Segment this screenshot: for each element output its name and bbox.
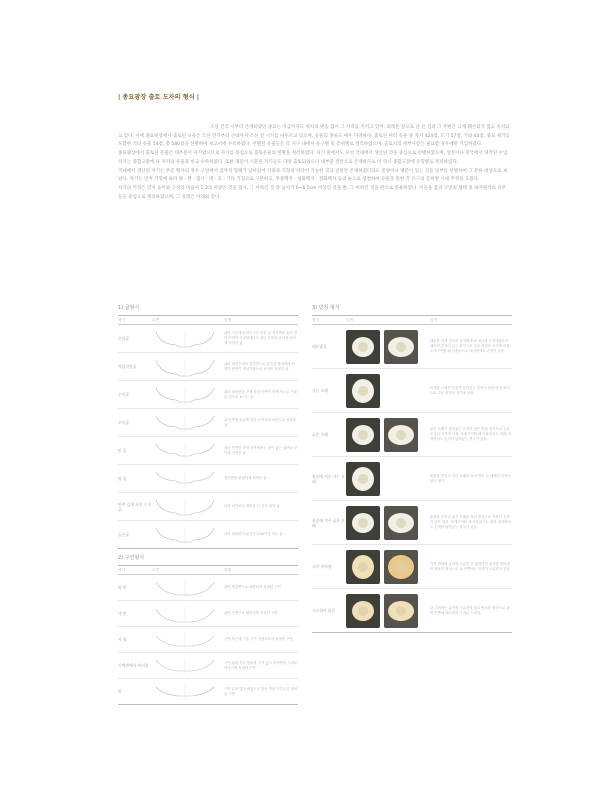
row-drawing-cell: [346, 413, 430, 456]
paragraph: 조선 건국 시부터 존재하였던 종묘는 지금까지도 위치의 변동 없이 그 자리를 지키고 있어, 외래문 앞으로 난 큰 길과 그 주변은 크게 훼손되지 않고 유지되고 있다. 이에 종묘광장에서 출토된 유물은 조선 전기부터 근대까지 조선 전 시기를 아우르고 있으며, 유물의 종류도 매우 다양하다. 출토된 여러 유물 중 자기 424점, 도기 57점, 기와 43점, 종묘 제기를 포함한 기타 유물 54점, 총 580점을 선별하여 보고서에 수록하였다. 선별된 유물들은 각 지구 내에서 유구별 및 층위별로 정리하였으며, 출토지의 세부사항은 필요할 경우에만 기입하였다.: [118, 125, 510, 148]
sherd-image: [346, 506, 380, 540]
row-type-name: 시유하지 않음: [312, 608, 336, 613]
rim-profile-drawing: [152, 630, 218, 650]
row-description: 접지면을 편평하게 성형한 굽: [224, 476, 267, 480]
support-type-section: [312, 304, 512, 633]
sherd-photo: [384, 506, 418, 540]
row-type-name: 안 굽: [118, 448, 127, 453]
rim-profile-drawing: [152, 578, 218, 598]
row-description: 흙물을 묻히고 굵은 모래를 혹처 받침으로 사용한 흔적이 남은 형식. 포개구이할 때 사용되기도 하며 내저면에도 흔적이 남아있는 경우가 있음.: [430, 515, 511, 529]
row-type-name: 흙물에 적은 굵은 모래: [312, 517, 345, 528]
row-description: 굵은 모래가 불어있는 흔적이 남은 받침 형식으로 주로 조질의 자기에 사용. 포개구이할 때 사용되지도 하며 내저면에도 흔적이 남아있는 경우가 있음.: [430, 427, 511, 441]
table-row: [118, 381, 298, 409]
sherd-image: [346, 550, 380, 584]
sherd-image: [384, 594, 418, 628]
section-title: 3) 받침 형식: [312, 305, 340, 311]
table-row: [312, 545, 512, 589]
row-type-name: 높은굽: [118, 532, 130, 537]
row-drawing-cell: [152, 521, 224, 548]
row-description: 굽이 바깥쪽으로 외반되게 성형된 구연: [224, 585, 281, 589]
row-drawing-cell: [346, 369, 430, 412]
foot-profile-drawing: [152, 441, 218, 461]
row-description: 구연 굽의 각도 변화를 주지 않고 기벽면이 그대로 이어지게 성형한 구연: [224, 660, 298, 670]
row-description: 굽 안쪽을 둥글게 깎아 오목하게 보이도록 성형한 굽: [224, 417, 296, 427]
table-row: [118, 575, 298, 601]
table-row: [118, 409, 298, 437]
row-drawing-cell: [152, 465, 224, 492]
header-desc: 설명: [224, 567, 231, 572]
intro-text: [118, 124, 510, 202]
sherd-photo: [384, 550, 418, 584]
header-desc: 설명: [224, 317, 231, 322]
table-row: [312, 589, 512, 632]
rim-profile-drawing: [152, 682, 218, 702]
table-row: [118, 679, 298, 704]
rim-type-table: [118, 565, 298, 705]
sherd-photo: [384, 330, 418, 364]
row-drawing-cell: [152, 575, 224, 600]
row-type-name: 굵은 모래: [312, 432, 328, 437]
row-type-name: 죽절굽: [118, 336, 130, 341]
row-description: 굽의 안쪽만 깎아 외면에서는 굽이 없는 것처럼 보이게 성형한 굽: [224, 445, 298, 455]
row-drawing-cell: [152, 601, 224, 626]
section-title: 1) 굽형식: [118, 305, 140, 311]
page-title: | 종묘광장 출토 도자의 형식 |: [118, 94, 200, 101]
sherd-photo: [346, 374, 380, 408]
row-description: 구연 끝을 말아 바깥으로 말아 반을 이루도록 성형한 구연: [224, 686, 298, 696]
sherd-image: [346, 594, 380, 628]
table-row: [118, 325, 298, 353]
row-drawing-cell: [152, 409, 224, 436]
sherd-image: [384, 418, 418, 452]
row-description: 굽의 내외면을 곧게 깎아 단면이 하게 직으로 저울한 것으로 보이는 굽: [224, 389, 298, 399]
row-drawing-cell: [152, 679, 224, 704]
table-row: [118, 493, 298, 521]
sherd-image: [346, 418, 380, 452]
header-type: 형식: [118, 567, 125, 572]
row-drawing-cell: [346, 457, 430, 500]
row-type-name: 평 굽: [118, 476, 127, 481]
row-drawing-cell: [152, 325, 224, 352]
row-description: 구연 부근에 기울 주어 직립되도록 성형한 구연: [224, 637, 293, 641]
row-description: 굽의 가운데에 마디지는 부분 및 접지면을 둘러 깎아 단면이 죽절형태나무 마디 모양과 같아서 보이게 성형한 굽: [224, 331, 298, 345]
row-drawing-cell: [346, 501, 430, 544]
row-type-name: 안쪽 깊게 파인 수직굽: [118, 501, 151, 512]
row-description: 기면 전체에 유약을 시유한 후 접지면의 유약을 닦아내어 번조한 형식으로 굽 안쪽에는 유약이 시유되어 있음.: [430, 561, 511, 571]
table-row: [118, 437, 298, 465]
foot-type-table: [118, 315, 298, 549]
row-type-name: 외 반: [118, 585, 127, 590]
header-drawing: 도면: [152, 567, 159, 572]
rim-type-section: [118, 554, 298, 705]
header-type: 형식: [118, 317, 125, 322]
row-type-name: 기벽면에서 이어짐: [118, 663, 149, 668]
row-type-name: 흙물에 적은 가는 모래: [312, 473, 345, 484]
row-type-name: 수직굽: [118, 392, 130, 397]
foot-profile-drawing: [152, 357, 218, 377]
row-type-name: 태토빚음: [312, 344, 327, 349]
foot-profile-drawing: [152, 469, 218, 489]
sherd-photo: [346, 330, 380, 364]
row-description: 굽의 외면부에서 접지면으로 갈수록 좁아지며 단면이 단면이 역삼각형으로 보이게 성형한 굽: [224, 361, 295, 371]
table-row: [118, 601, 298, 627]
row-drawing-cell: [152, 381, 224, 408]
row-type-name: 오목굽: [118, 420, 130, 425]
sherd-photo: [346, 506, 380, 540]
row-drawing-cell: [152, 437, 224, 464]
table-row: [312, 457, 512, 501]
row-description: 미세한 모래가 부분이 불려있는 흔적이 남은 받침 형식으로 주로 양질의 자기에 사용.: [430, 385, 510, 395]
foot-profile-drawing: [152, 497, 218, 517]
table-header: [118, 566, 298, 575]
row-drawing-cell: [152, 653, 224, 678]
row-type-name: 반: [118, 689, 122, 694]
row-drawing-cell: [152, 493, 224, 520]
foot-profile-drawing: [152, 385, 218, 405]
paragraph: 자기의 기형은 먼저 높이와 구경의 비율이 1:3.5 이상인 것을 접시, 그 이하인 것 중 높이가 6~6.5cm 이상인 것을 발, 그 이하인 것을 완으로 분류하였다. 이들을 굽과 구연의 형태 및 내저원각의 유무 등을 중심으로 정리하였으며, 그 유형은 아래와 같다.: [118, 185, 507, 200]
row-drawing-cell: [152, 627, 224, 652]
row-drawing-cell: [152, 353, 224, 380]
table-row: [312, 413, 512, 457]
sherd-image: [384, 330, 418, 364]
header-drawing: 도면: [152, 317, 159, 322]
row-drawing-cell: [346, 545, 430, 588]
table-row: [118, 653, 298, 679]
paragraph: 종묘광장에서 출토된 유물은 대부분이 자기였으므로 자기를 중심으로 출토유물의 현황을 정리하였다. 자기 중에서도 우선 국내에서 생산된 것을 중심으로 선별하였으며, 일본이나 중국에서 제작된 수입자기는 종합고찰에 다 지역의 유물과 비교 수록하였다. 또한 명문이 시문된 자기들도 다량 출토되었으나 대부분 전면으로 존재하므로 이 역시 종합고찰에 유형별로 정리하였다.: [118, 151, 508, 165]
sherd-image: [384, 550, 418, 584]
header-desc: 설명: [430, 317, 437, 322]
row-description: 굽의 외면보다 내면을 더 깊게 파낸 굽: [224, 504, 280, 508]
sherd-image: [384, 506, 418, 540]
row-type-name: 내 만: [118, 611, 127, 616]
table-row: [118, 465, 298, 493]
header-drawing: 도면: [346, 317, 353, 322]
table-row: [118, 353, 298, 381]
sherd-photo: [384, 594, 418, 628]
foot-profile-drawing: [152, 525, 218, 545]
row-description: 굽이 안쪽으로 휘어지게 성형된 구연: [224, 611, 278, 615]
header-type: 형식: [312, 317, 319, 322]
table-row: [312, 501, 512, 545]
paragraph: 국내에서 생산된 자기는 무문 백자의 경우 구연에서 굽까지 형태가 남아있어 기종과 기형의 파악이 가능한 것과 전면만 존재하였더라도 문양이나 명문이 있는 것을 일부를 선별하여 그 분류 대상으로 보았다. 자기는 먼저 기형에 따라 발 · 완 · 접시 · 병 · 호 · 기타 기형으로 구분하고, 무문백자 · 청화백자 · 철화백자 등의 순으로 청결하여 유물을 통한 각 유구의 층위별 시대 추정을 도왔다.: [118, 168, 508, 183]
sherd-image: [346, 462, 380, 496]
foot-type-section: [118, 304, 298, 549]
sherd-photo: [384, 418, 418, 452]
row-description: 흙물을 묻히고 가는 모래를 혹처 받도 두 애매된 흔적이 남은 형식.: [430, 473, 511, 483]
table-header: [118, 316, 298, 325]
row-description: 태토를 작게 빚어서 접지면에 3~5군데 부착하였다가 떼어낸 흔적이 있는 형식으로 주로 조질의 자기에 사용. 포개구이할 때 사용되므로 내저면에도 흔적이 남음.: [430, 339, 511, 353]
support-type-table: [312, 315, 512, 633]
row-drawing-cell: [346, 589, 430, 632]
sherd-image: [346, 374, 380, 408]
table-row: [312, 325, 512, 369]
rim-profile-drawing: [152, 604, 218, 624]
sherd-photo: [346, 594, 380, 628]
rim-profile-drawing: [152, 656, 218, 676]
row-type-name: 가는 모래: [312, 388, 328, 393]
row-drawing-cell: [346, 325, 430, 368]
sherd-photo: [346, 550, 380, 584]
row-description: 굽 주변에는 유약을 시유하지 않고 번조한 형식으로 굽의 안쪽에 태토빚어 그대로 드러남.: [430, 605, 510, 615]
table-header: [312, 316, 512, 325]
sherd-photo: [346, 462, 380, 496]
foot-profile-drawing: [152, 413, 218, 433]
table-row: [118, 627, 298, 653]
row-description: 굽의 내외면의 높이가 1cm이상 되는 굽: [224, 532, 283, 536]
foot-profile-drawing: [152, 329, 218, 349]
row-type-name: 역삼각형굽: [118, 364, 137, 369]
table-row: [312, 369, 512, 413]
sherd-photo: [346, 418, 380, 452]
row-type-name: 유약 닦아냄: [312, 564, 332, 569]
row-type-name: 직 립: [118, 637, 127, 642]
section-title: 2) 구연형식: [118, 555, 145, 561]
sherd-image: [346, 330, 380, 364]
table-row: [118, 521, 298, 548]
